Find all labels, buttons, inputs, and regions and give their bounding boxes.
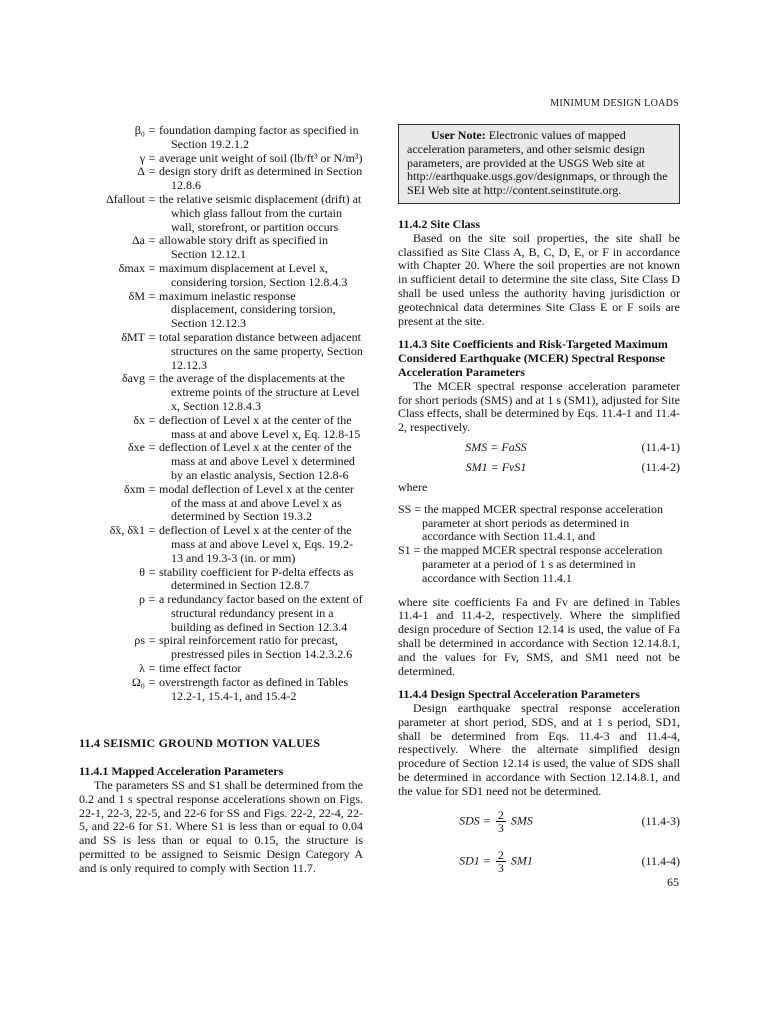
section-11-4-3-closing: where site coefficients Fa and Fv are defined in Tables 11.4-1 and 11.4-2, respectively. Where the simplified design procedure of Section 12.14 is used, the value of Fa shall be determined in accordance with Section 12.14.8.1, and the values for Fv, SMS, and SM1 need not be determined. bbox=[398, 594, 680, 678]
symbol-term: Ω₀ bbox=[131, 674, 145, 689]
symbol-row bbox=[79, 566, 363, 594]
equals-sign: = bbox=[148, 233, 156, 248]
symbol-definition: the average of the displacements at the extreme points of the structure at Level x, Section 12.8.4.3 bbox=[159, 371, 360, 413]
symbol-definition: stability coefficient for P-delta effects as determined in Section 12.8.7 bbox=[159, 564, 354, 593]
equals-sign: = bbox=[148, 523, 156, 538]
equals-sign: = bbox=[148, 481, 156, 496]
symbol-definition: spiral reinforcement ratio for precast, prestressed piles in Section 14.2.3.2.6 bbox=[159, 633, 353, 662]
section-11-4-1-body: The parameters SS and S1 shall be determined from the 0.2 and 1 s spectral response accelerations shown on Figs. 22-1, 22-3, 22-5, and 22-6 for SS and Figs. 22-2, 22-4, 22-5, and 22-6 for S1. Where S1 is less than or equal to 0.04 and SS is less than or equal to 0.15, the structure is permitted to be assigned to Seismic Design Category A and is only required to comply with Section 11.7. bbox=[79, 778, 363, 875]
symbol-row bbox=[79, 676, 363, 704]
symbol-row bbox=[79, 193, 363, 234]
symbol-term: δMT bbox=[121, 329, 145, 344]
symbol-definition: deflection of Level x at the center of the mass at and above Level x, Eqs. 19.2-13 and 19.3-3 (in. or mm) bbox=[159, 523, 353, 565]
symbol-term: δM bbox=[128, 288, 145, 303]
symbol-term: λ bbox=[139, 661, 145, 676]
equals-sign: = bbox=[148, 633, 156, 648]
left-column bbox=[79, 124, 363, 876]
symbol-row bbox=[79, 634, 363, 662]
equals-sign: = bbox=[148, 164, 156, 179]
equals-sign: = bbox=[148, 440, 156, 455]
section-11-4-3-title: 11.4.3 Site Coefficients and Risk-Targeted Maximum Considered Earthquake (MCER) Spectral Response Acceleration Parameters bbox=[398, 337, 668, 379]
user-note-text bbox=[407, 129, 671, 198]
equation-11-4-2 bbox=[398, 461, 680, 475]
section-11-4-2-body: Based on the site soil properties, the site shall be classified as Site Class A, B, C, D, E, or F in accordance with Chapter 20. Where the soil properties are not known in sufficient detail to determine the site class, Site Class D shall be used unless the authority having jurisdiction or geotechnical data determines Site Class E or F soils are present at the site. bbox=[398, 230, 680, 328]
fraction bbox=[496, 849, 506, 874]
symbol-term: θ bbox=[139, 564, 145, 579]
equation-11-4-4 bbox=[398, 847, 680, 877]
equation-11-4-1-expr: SMS = FaSS bbox=[465, 440, 527, 455]
symbol-definition: total separation distance between adjacent structures on the same property, Section 12.12.3 bbox=[159, 329, 363, 372]
symbol-term: δmax bbox=[118, 260, 145, 275]
running-head: MINIMUM DESIGN LOADS bbox=[550, 98, 679, 109]
equals-sign: = bbox=[148, 123, 156, 137]
user-note-label: User Note: bbox=[431, 128, 486, 142]
user-note-body: Electronic values of mapped acceleration parameters, and other seismic design parameters, are provided at the USGS Web site at http://earthquake.usgs.gov/designmaps, or through the SEI Web site at http://content.seinstitute.org. bbox=[407, 128, 668, 198]
equals-sign: = bbox=[148, 412, 156, 427]
equals-sign: = bbox=[148, 329, 156, 344]
symbol-term: β₀ bbox=[134, 123, 145, 137]
symbol-term: ρs bbox=[134, 633, 145, 648]
symbol-term: δavg bbox=[122, 371, 145, 386]
symbol-term: δ̃x, δ̃x1 bbox=[109, 523, 145, 538]
symbol-row bbox=[79, 524, 363, 565]
symbol-definition: maximum inelastic response displacement, considering torsion, Section 12.12.3 bbox=[159, 288, 336, 331]
section-11-4-1-title: 11.4.1 Mapped Acceleration Parameters bbox=[79, 764, 284, 779]
right-column bbox=[398, 124, 680, 887]
symbol-row bbox=[79, 414, 363, 442]
section-11-4-4-body: Design earthquake spectral response acceleration parameter at short period, SDS, and at 1 s period, SD1, shall be determined from Eqs. 11.4-3 and 11.4-4, respectively. Where the alternate simplified design procedure of Section 12.14 is used, the value of SDS shall be determined in accordance with Section 12.14.8.1, and the value for SD1 need not be determined. bbox=[398, 701, 680, 798]
symbol-definition: allowable story drift as specified in Section 12.12.1 bbox=[159, 233, 328, 262]
symbol-definition: average unit weight of soil (lb/ft³ or N/m³) bbox=[159, 150, 363, 165]
equation-11-4-3-expr bbox=[398, 809, 594, 834]
symbol-row bbox=[79, 441, 363, 482]
symbol-definition: deflection of Level x at the center of the mass at and above Level x determined by an elastic analysis, Section 12.8-6 bbox=[159, 440, 355, 482]
symbol-row bbox=[79, 593, 363, 634]
symbol-row bbox=[79, 483, 363, 524]
symbol-row bbox=[79, 152, 363, 166]
equation-11-4-1-number: (11.4-1) bbox=[641, 440, 680, 455]
equation-11-4-3-rhs: SMS bbox=[510, 813, 533, 828]
equation-11-4-4-lhs: SD1 = bbox=[459, 853, 491, 868]
equation-11-4-2-number: (11.4-2) bbox=[641, 460, 680, 475]
symbol-row bbox=[79, 372, 363, 413]
symbol-term: δx bbox=[133, 412, 145, 427]
symbol-definition: modal deflection of Level x at the center of the mass at and above Level x as determined by Section 19.3.2 bbox=[159, 481, 354, 524]
where-label: where bbox=[398, 479, 428, 494]
symbol-row bbox=[79, 124, 363, 152]
equals-sign: = bbox=[148, 150, 156, 165]
symbol-row bbox=[79, 234, 363, 262]
symbol-row bbox=[79, 662, 363, 676]
equation-11-4-3 bbox=[398, 807, 680, 837]
symbol-definition: deflection of Level x at the center of the mass at and above Level x, Eq. 12.8-15 bbox=[159, 412, 361, 441]
where-item-s1: S1 = the mapped MCER spectral response acceleration parameter at a period of 1 s as determined in accordance with Section 11.4.1 bbox=[398, 543, 663, 585]
user-note-box bbox=[398, 124, 680, 204]
fraction-numerator: 2 bbox=[497, 848, 504, 863]
page-number: 65 bbox=[667, 875, 679, 889]
section-11-4-title: 11.4 SEISMIC GROUND MOTION VALUES bbox=[79, 736, 321, 751]
symbol-term: Δfallout bbox=[105, 191, 145, 206]
equals-sign: = bbox=[148, 592, 156, 607]
symbol-definition: maximum displacement at Level x, considering torsion, Section 12.8.4.3 bbox=[159, 260, 348, 289]
symbol-term: δxm bbox=[124, 481, 145, 496]
symbol-row bbox=[79, 165, 363, 193]
symbol-definition: foundation damping factor as specified in Section 19.2.1.2 bbox=[159, 123, 359, 151]
equals-sign: = bbox=[148, 661, 156, 676]
fraction bbox=[496, 809, 506, 834]
equals-sign: = bbox=[148, 288, 156, 303]
symbol-term: δxe bbox=[128, 440, 145, 455]
symbol-row bbox=[79, 262, 363, 290]
section-11-4-3-body: The MCER spectral response acceleration parameter for short periods (SMS) and at 1 s (SM1), adjusted for Site Class effects, shall be determined by Eqs. 11.4-1 and 11.4-2, respectively. bbox=[398, 378, 680, 435]
equation-11-4-4-number: (11.4-4) bbox=[641, 853, 680, 868]
equals-sign: = bbox=[148, 674, 156, 689]
symbol-definition: a redundancy factor based on the extent of structural redundancy present in a building as defined in Section 12.3.4 bbox=[159, 592, 363, 634]
section-11-4-4-title: 11.4.4 Design Spectral Acceleration Parameters bbox=[398, 687, 640, 702]
fraction-denominator: 3 bbox=[497, 861, 504, 876]
equation-11-4-3-number: (11.4-3) bbox=[641, 813, 680, 828]
equation-11-4-2-expr: SM1 = FvS1 bbox=[465, 460, 527, 475]
where-item-ss: SS = the mapped MCER spectral response acceleration parameter at short periods as determined in accordance with Section 11.4.1, and bbox=[398, 501, 664, 544]
section-11-4-2-title: 11.4.2 Site Class bbox=[398, 216, 481, 231]
equals-sign: = bbox=[148, 564, 156, 579]
symbol-term: Δ bbox=[137, 164, 145, 179]
symbol-row bbox=[79, 290, 363, 331]
equals-sign: = bbox=[148, 191, 156, 206]
symbol-definition: time effect factor bbox=[159, 661, 242, 676]
equation-11-4-4-rhs: SM1 bbox=[510, 853, 533, 868]
equals-sign: = bbox=[148, 260, 156, 275]
symbol-term: ρ bbox=[139, 592, 145, 607]
equals-sign: = bbox=[148, 371, 156, 386]
symbol-row bbox=[79, 331, 363, 372]
symbol-definition: design story drift as determined in Section 12.8.6 bbox=[159, 164, 363, 193]
symbol-term: Δa bbox=[131, 233, 145, 248]
fraction-numerator: 2 bbox=[497, 808, 504, 823]
fraction-denominator: 3 bbox=[497, 821, 504, 836]
equation-11-4-1 bbox=[398, 441, 680, 455]
symbol-definition: the relative seismic displacement (drift) at which glass fallout from the curtain wall, storefront, or partition occurs bbox=[159, 191, 362, 234]
symbol-list bbox=[79, 124, 363, 703]
symbol-definition: overstrength factor as defined in Tables 12.2-1, 15.4-1, and 15.4-2 bbox=[159, 674, 349, 703]
equation-11-4-3-lhs: SDS = bbox=[459, 813, 491, 828]
symbol-term: γ bbox=[139, 150, 145, 165]
equation-11-4-4-expr bbox=[398, 849, 594, 874]
